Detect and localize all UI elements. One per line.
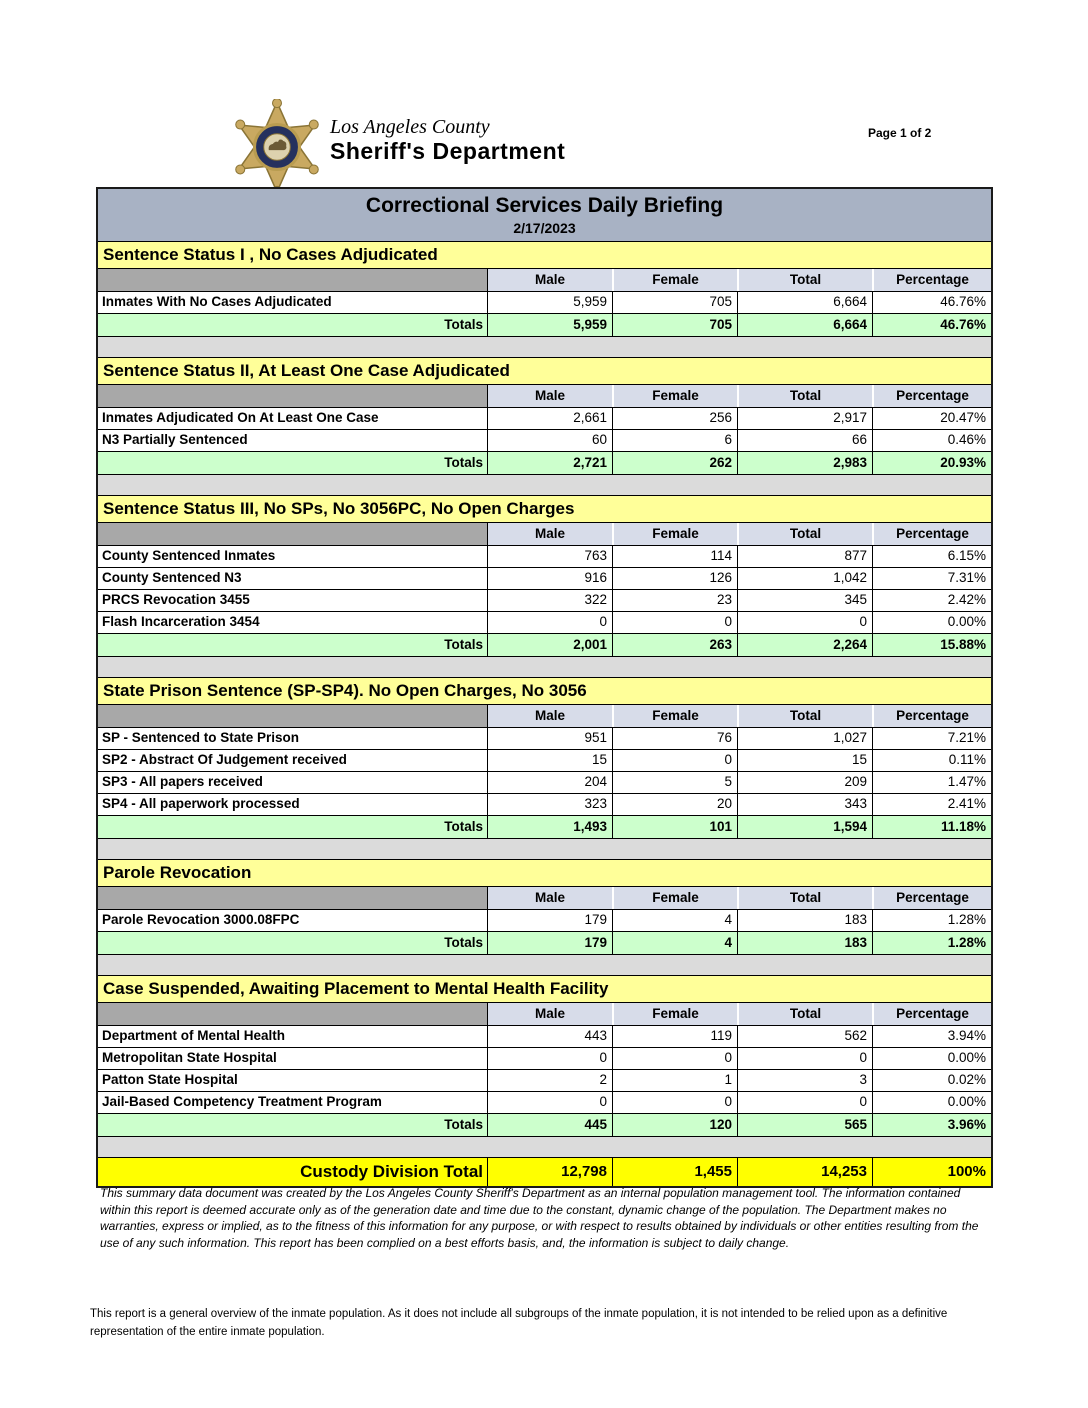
totals-total: 6,664 [737,314,872,336]
cell-male: 916 [487,568,612,589]
section-header: Parole Revocation [98,860,991,887]
column-header-blank [98,1003,487,1025]
report-sections [98,242,991,1158]
data-row [98,292,991,314]
totals-total: 2,264 [737,634,872,656]
section-gap [98,1137,991,1158]
cell-percentage: 2.42% [872,590,991,611]
totals-row [98,452,991,475]
column-header-blank [98,269,487,291]
totals-label: Totals [98,816,487,838]
data-row [98,750,991,772]
column-header-total: Total [737,705,872,727]
column-header-percentage: Percentage [872,523,991,545]
column-header-row [98,1003,991,1026]
totals-female: 705 [612,314,737,336]
cell-total: 0 [737,612,872,633]
cell-male: 763 [487,546,612,567]
cell-percentage: 3.94% [872,1026,991,1047]
cell-female: 5 [612,772,737,793]
cell-percentage: 0.00% [872,1048,991,1069]
column-header-row [98,523,991,546]
cell-percentage: 0.02% [872,1070,991,1091]
agency-county-text: Los Angeles County [330,116,490,138]
column-header-female: Female [612,269,737,291]
cell-percentage: 7.21% [872,728,991,749]
cell-male: 322 [487,590,612,611]
cell-total: 3 [737,1070,872,1091]
section-gap [98,955,991,976]
report-section [98,678,991,860]
column-header-row [98,269,991,292]
row-label: Department of Mental Health [102,1028,286,1043]
column-header-male: Male [487,887,612,909]
row-label: County Sentenced Inmates [102,548,276,563]
column-header-male: Male [487,523,612,545]
row-label: County Sentenced N3 [102,570,242,585]
totals-female: 120 [612,1114,737,1136]
custody-total-total: 14,253 [737,1158,872,1186]
cell-total: 345 [737,590,872,611]
column-header-male: Male [487,385,612,407]
column-header-male: Male [487,269,612,291]
totals-male: 2,001 [487,634,612,656]
totals-total: 2,983 [737,452,872,474]
totals-total: 565 [737,1114,872,1136]
data-row [98,590,991,612]
row-label: SP2 - Abstract Of Judgement received [102,752,347,767]
data-row [98,612,991,634]
cell-male: 204 [487,772,612,793]
cell-percentage: 1.47% [872,772,991,793]
totals-percentage: 11.18% [872,816,991,838]
totals-female: 101 [612,816,737,838]
column-header-row [98,385,991,408]
row-label: N3 Partially Sentenced [102,432,248,447]
cell-male: 0 [487,612,612,633]
custody-total-male: 12,798 [487,1158,612,1186]
data-row [98,1092,991,1114]
report-section [98,860,991,976]
column-header-row [98,705,991,728]
column-header-total: Total [737,523,872,545]
totals-row [98,314,991,337]
column-header-percentage: Percentage [872,269,991,291]
cell-percentage: 0.00% [872,612,991,633]
section-header: Sentence Status III, No SPs, No 3056PC, No Open Charges [98,496,991,523]
column-header-percentage: Percentage [872,385,991,407]
row-label: Flash Incarceration 3454 [102,614,260,629]
cell-male: 5,959 [487,292,612,313]
cell-male: 2 [487,1070,612,1091]
cell-female: 256 [612,408,737,429]
report-table [96,187,993,1188]
row-label: SP4 - All paperwork processed [102,796,300,811]
data-row [98,1026,991,1048]
column-header-female: Female [612,523,737,545]
cell-female: 4 [612,910,737,931]
cell-total: 0 [737,1048,872,1069]
cell-total: 15 [737,750,872,771]
report-section [98,358,991,496]
section-header: Case Suspended, Awaiting Placement to Mental Health Facility [98,976,991,1003]
report-title-bar [98,189,991,242]
agency-name [330,116,565,164]
totals-label: Totals [98,932,487,954]
column-header-percentage: Percentage [872,887,991,909]
column-header-blank [98,523,487,545]
cell-female: 1 [612,1070,737,1091]
data-row [98,910,991,932]
totals-male: 179 [487,932,612,954]
cell-female: 23 [612,590,737,611]
agency-department-text: Sheriff's Department [330,138,566,164]
cell-male: 0 [487,1048,612,1069]
data-row [98,408,991,430]
cell-female: 0 [612,1048,737,1069]
cell-percentage: 0.11% [872,750,991,771]
cell-percentage: 20.47% [872,408,991,429]
custody-total-label: Custody Division Total [98,1158,487,1186]
report-section [98,976,991,1158]
totals-female: 4 [612,932,737,954]
cell-total: 66 [737,430,872,451]
cell-total: 1,027 [737,728,872,749]
column-header-total: Total [737,269,872,291]
cell-total: 562 [737,1026,872,1047]
cell-total: 2,917 [737,408,872,429]
row-label: Jail-Based Competency Treatment Program [102,1094,382,1109]
totals-male: 5,959 [487,314,612,336]
column-header-male: Male [487,1003,612,1025]
cell-female: 705 [612,292,737,313]
custody-total-female: 1,455 [612,1158,737,1186]
row-label: Inmates Adjudicated On At Least One Case [102,410,379,425]
custody-total-percentage: 100% [872,1158,991,1186]
cell-male: 323 [487,794,612,815]
data-row [98,1070,991,1092]
section-header: State Prison Sentence (SP-SP4). No Open Charges, No 3056 [98,678,991,705]
cell-female: 0 [612,612,737,633]
cell-total: 183 [737,910,872,931]
column-header-female: Female [612,1003,737,1025]
report-title: Correctional Services Daily Briefing [365,194,724,217]
report-section [98,242,991,358]
column-header-row [98,887,991,910]
column-header-blank [98,887,487,909]
row-label: Inmates With No Cases Adjudicated [102,294,332,309]
row-label: SP - Sentenced to State Prison [102,730,300,745]
data-row [98,430,991,452]
totals-percentage: 1.28% [872,932,991,954]
totals-male: 445 [487,1114,612,1136]
totals-row [98,816,991,839]
page-number-label: Page 1 of 2 [868,126,932,140]
totals-percentage: 3.96% [872,1114,991,1136]
data-row [98,728,991,750]
cell-percentage: 2.41% [872,794,991,815]
cell-female: 0 [612,750,737,771]
totals-row [98,932,991,955]
cell-male: 443 [487,1026,612,1047]
totals-percentage: 15.88% [872,634,991,656]
cell-male: 60 [487,430,612,451]
cell-female: 6 [612,430,737,451]
totals-female: 262 [612,452,737,474]
cell-female: 119 [612,1026,737,1047]
totals-percentage: 46.76% [872,314,991,336]
totals-total: 183 [737,932,872,954]
cell-female: 20 [612,794,737,815]
totals-male: 2,721 [487,452,612,474]
cell-total: 209 [737,772,872,793]
cell-total: 0 [737,1092,872,1113]
data-row [98,546,991,568]
cell-male: 2,661 [487,408,612,429]
column-header-total: Total [737,887,872,909]
data-row [98,1048,991,1070]
data-row [98,568,991,590]
column-header-female: Female [612,887,737,909]
cell-percentage: 7.31% [872,568,991,589]
cell-male: 0 [487,1092,612,1113]
disclaimer-paragraph: This summary data document was created by the Los Angeles County Sheriff's Department as an internal population management tool. The information contained within this report is deemed accurate only as of the generation date and time due to the constant, dynamic change of the population. The Department makes no warranties, express or implied, as to the fitness of this information for any purpose, or with respect to results obtained by individuals or other entities resulting from the use of any such information. This report has been complied on a best efforts basis, and, the information is subject to daily change. [100,1186,979,1250]
column-header-percentage: Percentage [872,1003,991,1025]
cell-male: 15 [487,750,612,771]
report-section [98,496,991,678]
column-header-total: Total [737,1003,872,1025]
row-label: Parole Revocation 3000.08FPC [102,912,300,927]
section-gap [98,475,991,496]
data-row [98,772,991,794]
sheriff-star-badge-icon [231,99,323,200]
cell-male: 179 [487,910,612,931]
cell-percentage: 0.46% [872,430,991,451]
totals-female: 263 [612,634,737,656]
cell-total: 6,664 [737,292,872,313]
totals-row [98,1114,991,1137]
row-label: Patton State Hospital [102,1072,238,1087]
section-header: Sentence Status II, At Least One Case Adjudicated [98,358,991,385]
section-header: Sentence Status I , No Cases Adjudicated [98,242,991,269]
cell-total: 1,042 [737,568,872,589]
cell-total: 343 [737,794,872,815]
totals-label: Totals [98,634,487,656]
totals-total: 1,594 [737,816,872,838]
totals-percentage: 20.93% [872,452,991,474]
totals-label: Totals [98,1114,487,1136]
report-date: 2/17/2023 [513,220,576,236]
totals-male: 1,493 [487,816,612,838]
column-header-percentage: Percentage [872,705,991,727]
cell-percentage: 1.28% [872,910,991,931]
cell-percentage: 0.00% [872,1092,991,1113]
cell-percentage: 46.76% [872,292,991,313]
column-header-female: Female [612,385,737,407]
data-row [98,794,991,816]
overview-note-paragraph: This report is a general overview of the inmate population. As it does not include all subgroups of the inmate population, it is not intended to be relied upon as a definitive representation of the entire inmate population. [90,1308,948,1338]
totals-label: Totals [98,314,487,336]
totals-row [98,634,991,657]
cell-percentage: 6.15% [872,546,991,567]
section-gap [98,337,991,358]
cell-female: 0 [612,1092,737,1113]
row-label: SP3 - All papers received [102,774,263,789]
column-header-total: Total [737,385,872,407]
cell-male: 951 [487,728,612,749]
section-gap [98,657,991,678]
column-header-male: Male [487,705,612,727]
cell-female: 76 [612,728,737,749]
column-header-blank [98,385,487,407]
cell-female: 126 [612,568,737,589]
section-gap [98,839,991,860]
row-label: Metropolitan State Hospital [102,1050,277,1065]
cell-total: 877 [737,546,872,567]
column-header-female: Female [612,705,737,727]
row-label: PRCS Revocation 3455 [102,592,250,607]
custody-division-total-row [98,1157,991,1186]
column-header-blank [98,705,487,727]
cell-female: 114 [612,546,737,567]
totals-label: Totals [98,452,487,474]
